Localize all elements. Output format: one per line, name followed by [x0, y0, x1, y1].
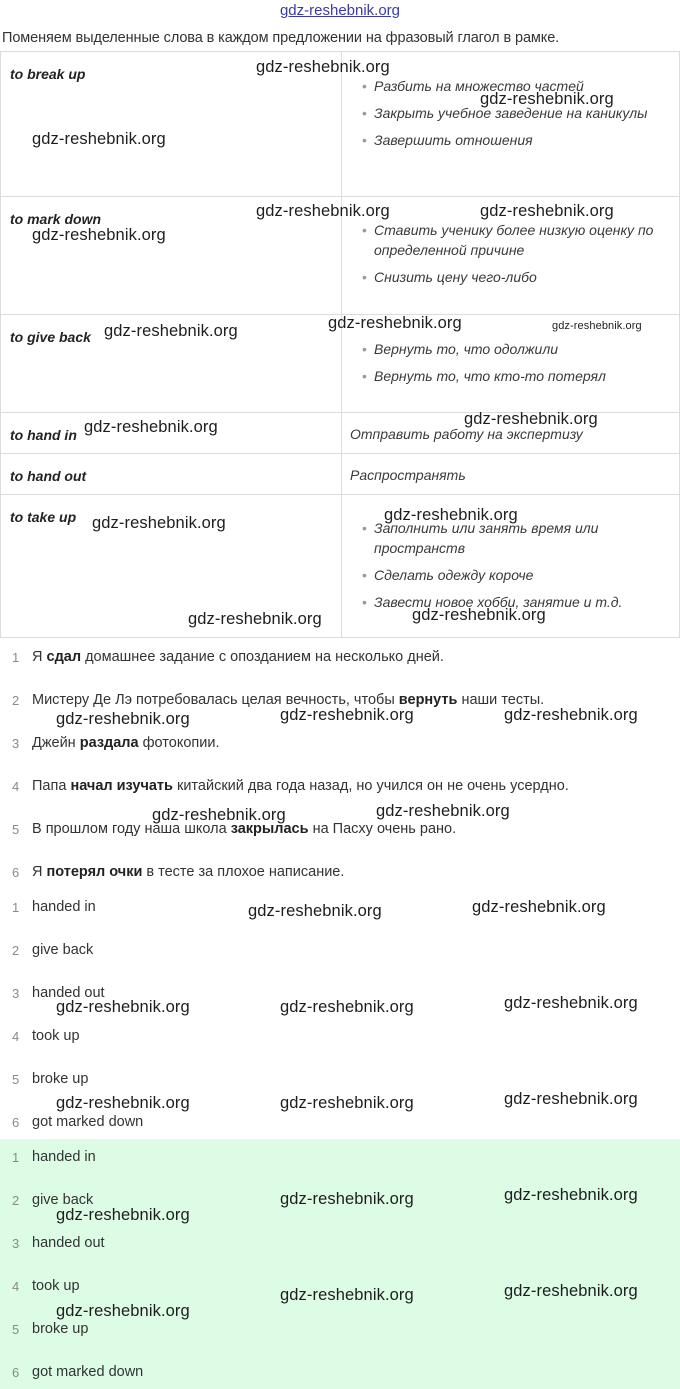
watermark: gdz-reshebnik.org	[256, 202, 390, 220]
item-number: 4	[12, 1279, 20, 1294]
sentence-text: Я сдал домашнее задание с опозданием на несколько дней.	[32, 649, 444, 665]
watermark: gdz-reshebnik.org	[280, 706, 414, 724]
answers-highlighted-list	[0, 1139, 680, 1389]
watermark: gdz-reshebnik.org	[280, 1094, 414, 1112]
list-item	[0, 1365, 680, 1389]
watermark: gdz-reshebnik.org	[56, 1302, 190, 1320]
item-number: 4	[12, 1029, 20, 1044]
item-number: 6	[12, 1365, 20, 1380]
list-item	[0, 1029, 680, 1072]
item-number: 1	[12, 1150, 20, 1165]
watermark: gdz-reshebnik.org	[92, 514, 226, 532]
answer-text: took up	[32, 1028, 80, 1044]
item-number: 6	[12, 1115, 20, 1130]
item-number: 3	[12, 986, 20, 1001]
definition-item: • Снизить цену чего-либо	[359, 267, 671, 287]
definition-item: • Ставить ученику более низкую оценку по определенной причине	[359, 220, 671, 260]
list-item	[0, 986, 680, 1029]
list-item	[0, 900, 680, 943]
answer-text: handed out	[32, 985, 105, 1001]
definition-item: • Вернуть то, что кто-то потерял	[359, 366, 671, 386]
watermark: gdz-reshebnik.org	[248, 902, 382, 920]
watermark: gdz-reshebnik.org	[376, 802, 510, 820]
highlighted-word: потерял очки	[46, 864, 143, 880]
list-item	[0, 736, 680, 779]
highlighted-word: закрылась	[230, 821, 309, 837]
definition-item: • Закрыть учебное заведение на каникулы	[359, 103, 671, 123]
sentence-text: Джейн раздала фотокопии.	[32, 735, 220, 751]
definition-item: • Сделать одежду короче	[359, 565, 671, 585]
watermark: gdz-reshebnik.org	[384, 506, 518, 524]
definitions-cell	[342, 52, 680, 197]
list-item	[0, 1236, 680, 1279]
instruction-text: Поменяем выделенные слова в каждом предложении на фразовый глагол в рамке.	[2, 30, 560, 46]
watermark: gdz-reshebnik.org	[412, 606, 546, 624]
item-number: 2	[12, 693, 20, 708]
watermark: gdz-reshebnik.org	[504, 1282, 638, 1300]
watermark: gdz-reshebnik.org	[32, 226, 166, 244]
answer-text: give back	[32, 942, 94, 958]
definition-item: • Разбить на множество частей	[359, 76, 671, 96]
item-number: 4	[12, 779, 20, 794]
answer-text: got marked down	[32, 1364, 144, 1380]
watermark: gdz-reshebnik.org	[56, 1206, 190, 1224]
watermark: gdz-reshebnik.org	[480, 202, 614, 220]
answer-text: give back	[32, 1192, 94, 1208]
item-number: 5	[12, 1072, 20, 1087]
watermark: gdz-reshebnik.org	[472, 898, 606, 916]
table-row	[1, 315, 680, 413]
answer-text: handed out	[32, 1235, 105, 1251]
site-link[interactable]: gdz-reshebnik.org	[279, 2, 401, 19]
list-item	[0, 1150, 680, 1193]
term-cell: to hand out	[1, 454, 342, 495]
watermark: gdz-reshebnik.org	[328, 314, 462, 332]
definition-item: • Заполнить или занять время или пространств	[359, 518, 671, 558]
definitions-cell	[342, 315, 680, 413]
sentence-text: Папа начал изучать китайский два года назад, но учился он не очень усердно.	[32, 778, 569, 794]
answer-text: broke up	[32, 1071, 89, 1087]
highlighted-word: начал изучать	[70, 778, 173, 794]
item-number: 3	[12, 1236, 20, 1251]
term-cell: to mark down	[1, 197, 342, 315]
term-cell: to break up	[1, 52, 342, 197]
watermark: gdz-reshebnik.org	[280, 1286, 414, 1304]
phrasal-verbs-table	[0, 51, 680, 638]
item-number: 6	[12, 865, 20, 880]
answer-text: got marked down	[32, 1114, 144, 1130]
definition-item: • Вернуть то, что одолжили	[359, 339, 671, 359]
term-cell: to give back	[1, 315, 342, 413]
watermark: gdz-reshebnik.org	[56, 998, 190, 1016]
table-row	[1, 454, 680, 495]
watermark: gdz-reshebnik.org	[552, 320, 642, 332]
list-item	[0, 1279, 680, 1322]
table-row	[1, 413, 680, 454]
term-cell: to hand in	[1, 413, 342, 454]
watermark: gdz-reshebnik.org	[504, 706, 638, 724]
term-cell: to take up	[1, 495, 342, 638]
highlighted-word: раздала	[79, 735, 139, 751]
table-row	[1, 52, 680, 197]
watermark: gdz-reshebnik.org	[104, 322, 238, 340]
watermark: gdz-reshebnik.org	[280, 1190, 414, 1208]
sentence-text: В прошлом году наша школа закрылась на Пасху очень рано.	[32, 821, 457, 837]
item-number: 3	[12, 736, 20, 751]
definitions-cell: Распространять	[342, 454, 680, 495]
watermark: gdz-reshebnik.org	[56, 710, 190, 728]
watermark: gdz-reshebnik.org	[256, 58, 390, 76]
definitions-cell: Отправить работу на экспертизу	[342, 413, 680, 454]
watermark: gdz-reshebnik.org	[504, 994, 638, 1012]
watermark: gdz-reshebnik.org	[480, 90, 614, 108]
watermark: gdz-reshebnik.org	[464, 410, 598, 428]
list-item	[0, 1322, 680, 1365]
definitions-cell	[342, 495, 680, 638]
watermark: gdz-reshebnik.org	[280, 998, 414, 1016]
item-number: 1	[12, 650, 20, 665]
item-number: 1	[12, 900, 20, 915]
table-row	[1, 495, 680, 638]
answer-text: took up	[32, 1278, 80, 1294]
watermark: gdz-reshebnik.org	[504, 1090, 638, 1108]
watermark: gdz-reshebnik.org	[504, 1186, 638, 1204]
item-number: 5	[12, 822, 20, 837]
highlighted-word: сдал	[46, 649, 82, 665]
watermark: gdz-reshebnik.org	[56, 1094, 190, 1112]
sentences-list	[0, 650, 680, 908]
highlighted-word: вернуть	[398, 692, 458, 708]
list-item	[0, 822, 680, 865]
item-number: 2	[12, 1193, 20, 1208]
list-item	[0, 943, 680, 986]
item-number: 2	[12, 943, 20, 958]
sentence-text: Я потерял очки в тесте за плохое написание.	[32, 864, 345, 880]
item-number: 5	[12, 1322, 20, 1337]
table-row	[1, 197, 680, 315]
definitions-cell	[342, 197, 680, 315]
definition-item: • Завершить отношения	[359, 130, 671, 150]
watermark: gdz-reshebnik.org	[152, 806, 286, 824]
answers-list	[0, 900, 680, 1158]
answer-text: broke up	[32, 1321, 89, 1337]
list-item	[0, 650, 680, 693]
list-item	[0, 1193, 680, 1236]
answer-text: handed in	[32, 899, 96, 915]
list-item	[0, 1072, 680, 1115]
watermark: gdz-reshebnik.org	[188, 610, 322, 628]
watermark: gdz-reshebnik.org	[84, 418, 218, 436]
watermark: gdz-reshebnik.org	[32, 130, 166, 148]
list-item	[0, 779, 680, 822]
definition-item: • Завести новое хобби, занятие и т.д.	[359, 592, 671, 612]
sentence-text: Мистеру Де Лэ потребовалась целая вечность, чтобы вернуть наши тесты.	[32, 692, 545, 708]
list-item	[0, 693, 680, 736]
answer-text: handed in	[32, 1149, 96, 1165]
